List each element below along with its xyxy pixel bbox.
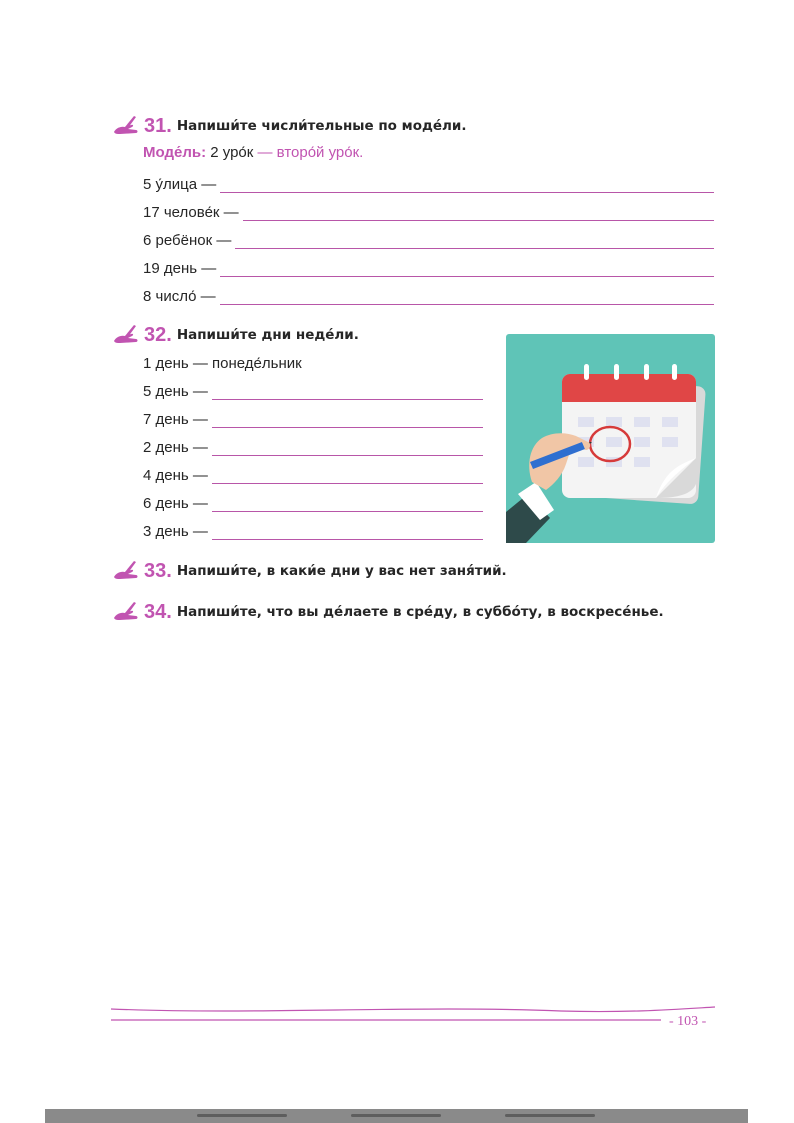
calendar-illustration [506,334,715,543]
writing-hand-icon [112,323,140,347]
answer-row [143,171,714,193]
exercise-title: Напиши́те, в каки́е дни у вас нет заня́тий. [176,563,507,579]
answer-label: 5 день — [143,383,208,400]
answer-row [143,490,483,512]
answer-label: 7 день — [143,411,208,428]
answer-blank[interactable] [212,383,483,400]
exercise-number: 31. [144,114,172,137]
answer-blank[interactable] [212,495,483,512]
answer-row [143,518,483,540]
writing-hand-icon [112,114,140,138]
answer-label: 4 день — [143,467,208,484]
answer-row [143,378,483,400]
answer-row [143,199,714,221]
answer-row [143,283,714,305]
answer-label: 5 у́лица — [143,176,217,193]
model-text: 2 уро́к [210,144,254,161]
exercise-34-header [112,598,664,626]
answer-blank[interactable] [212,439,483,456]
page-indicator[interactable] [197,1114,287,1117]
model-label: Моде́ль: [143,144,207,161]
exercise-number: 32. [144,323,172,346]
answer-label: 6 день — [143,495,208,512]
model-answer: — второ́й уро́к. [257,144,364,161]
answer-label: 19 день — [143,260,217,277]
footer-decorative-lines [111,1005,715,1027]
exercise-title: Напиши́те, что вы де́лаете в сре́ду, в суббо́ту, в воскресе́нье. [176,604,664,620]
answer-blank[interactable] [243,204,714,221]
answer-label: 8 число́ — [143,288,216,305]
page-indicator[interactable] [505,1114,595,1117]
answer-blank[interactable] [212,523,483,540]
exercise-31-header [112,112,467,140]
page-indicator[interactable] [351,1114,441,1117]
viewer-bottom-bar[interactable] [45,1109,748,1123]
answer-row [143,406,483,428]
answer-row [143,434,483,456]
exercise-32-header [112,321,359,349]
page-number: - 103 - [669,1014,707,1029]
example-text: 1 день — понеде́льник [143,355,302,372]
example-row [143,350,306,372]
exercise-number: 34. [144,600,172,623]
answer-blank[interactable] [212,467,483,484]
answer-label: 3 день — [143,523,208,540]
answer-label: 17 челове́к — [143,204,239,221]
model-example [143,144,363,161]
exercise-title: Напиши́те дни неде́ли. [176,327,359,343]
answer-row [143,255,714,277]
answer-row [143,227,714,249]
answer-blank[interactable] [212,411,483,428]
writing-hand-icon [112,559,140,583]
answer-blank[interactable] [235,232,714,249]
answer-label: 6 ребёнок — [143,232,232,249]
exercise-title: Напиши́те числи́тельные по моде́ли. [176,118,467,134]
answer-blank[interactable] [220,288,714,305]
exercise-number: 33. [144,559,172,582]
answer-label: 2 день — [143,439,208,456]
writing-hand-icon [112,600,140,624]
answer-blank[interactable] [220,176,714,193]
exercise-33-header [112,557,507,585]
answer-blank[interactable] [220,260,714,277]
answer-row [143,462,483,484]
